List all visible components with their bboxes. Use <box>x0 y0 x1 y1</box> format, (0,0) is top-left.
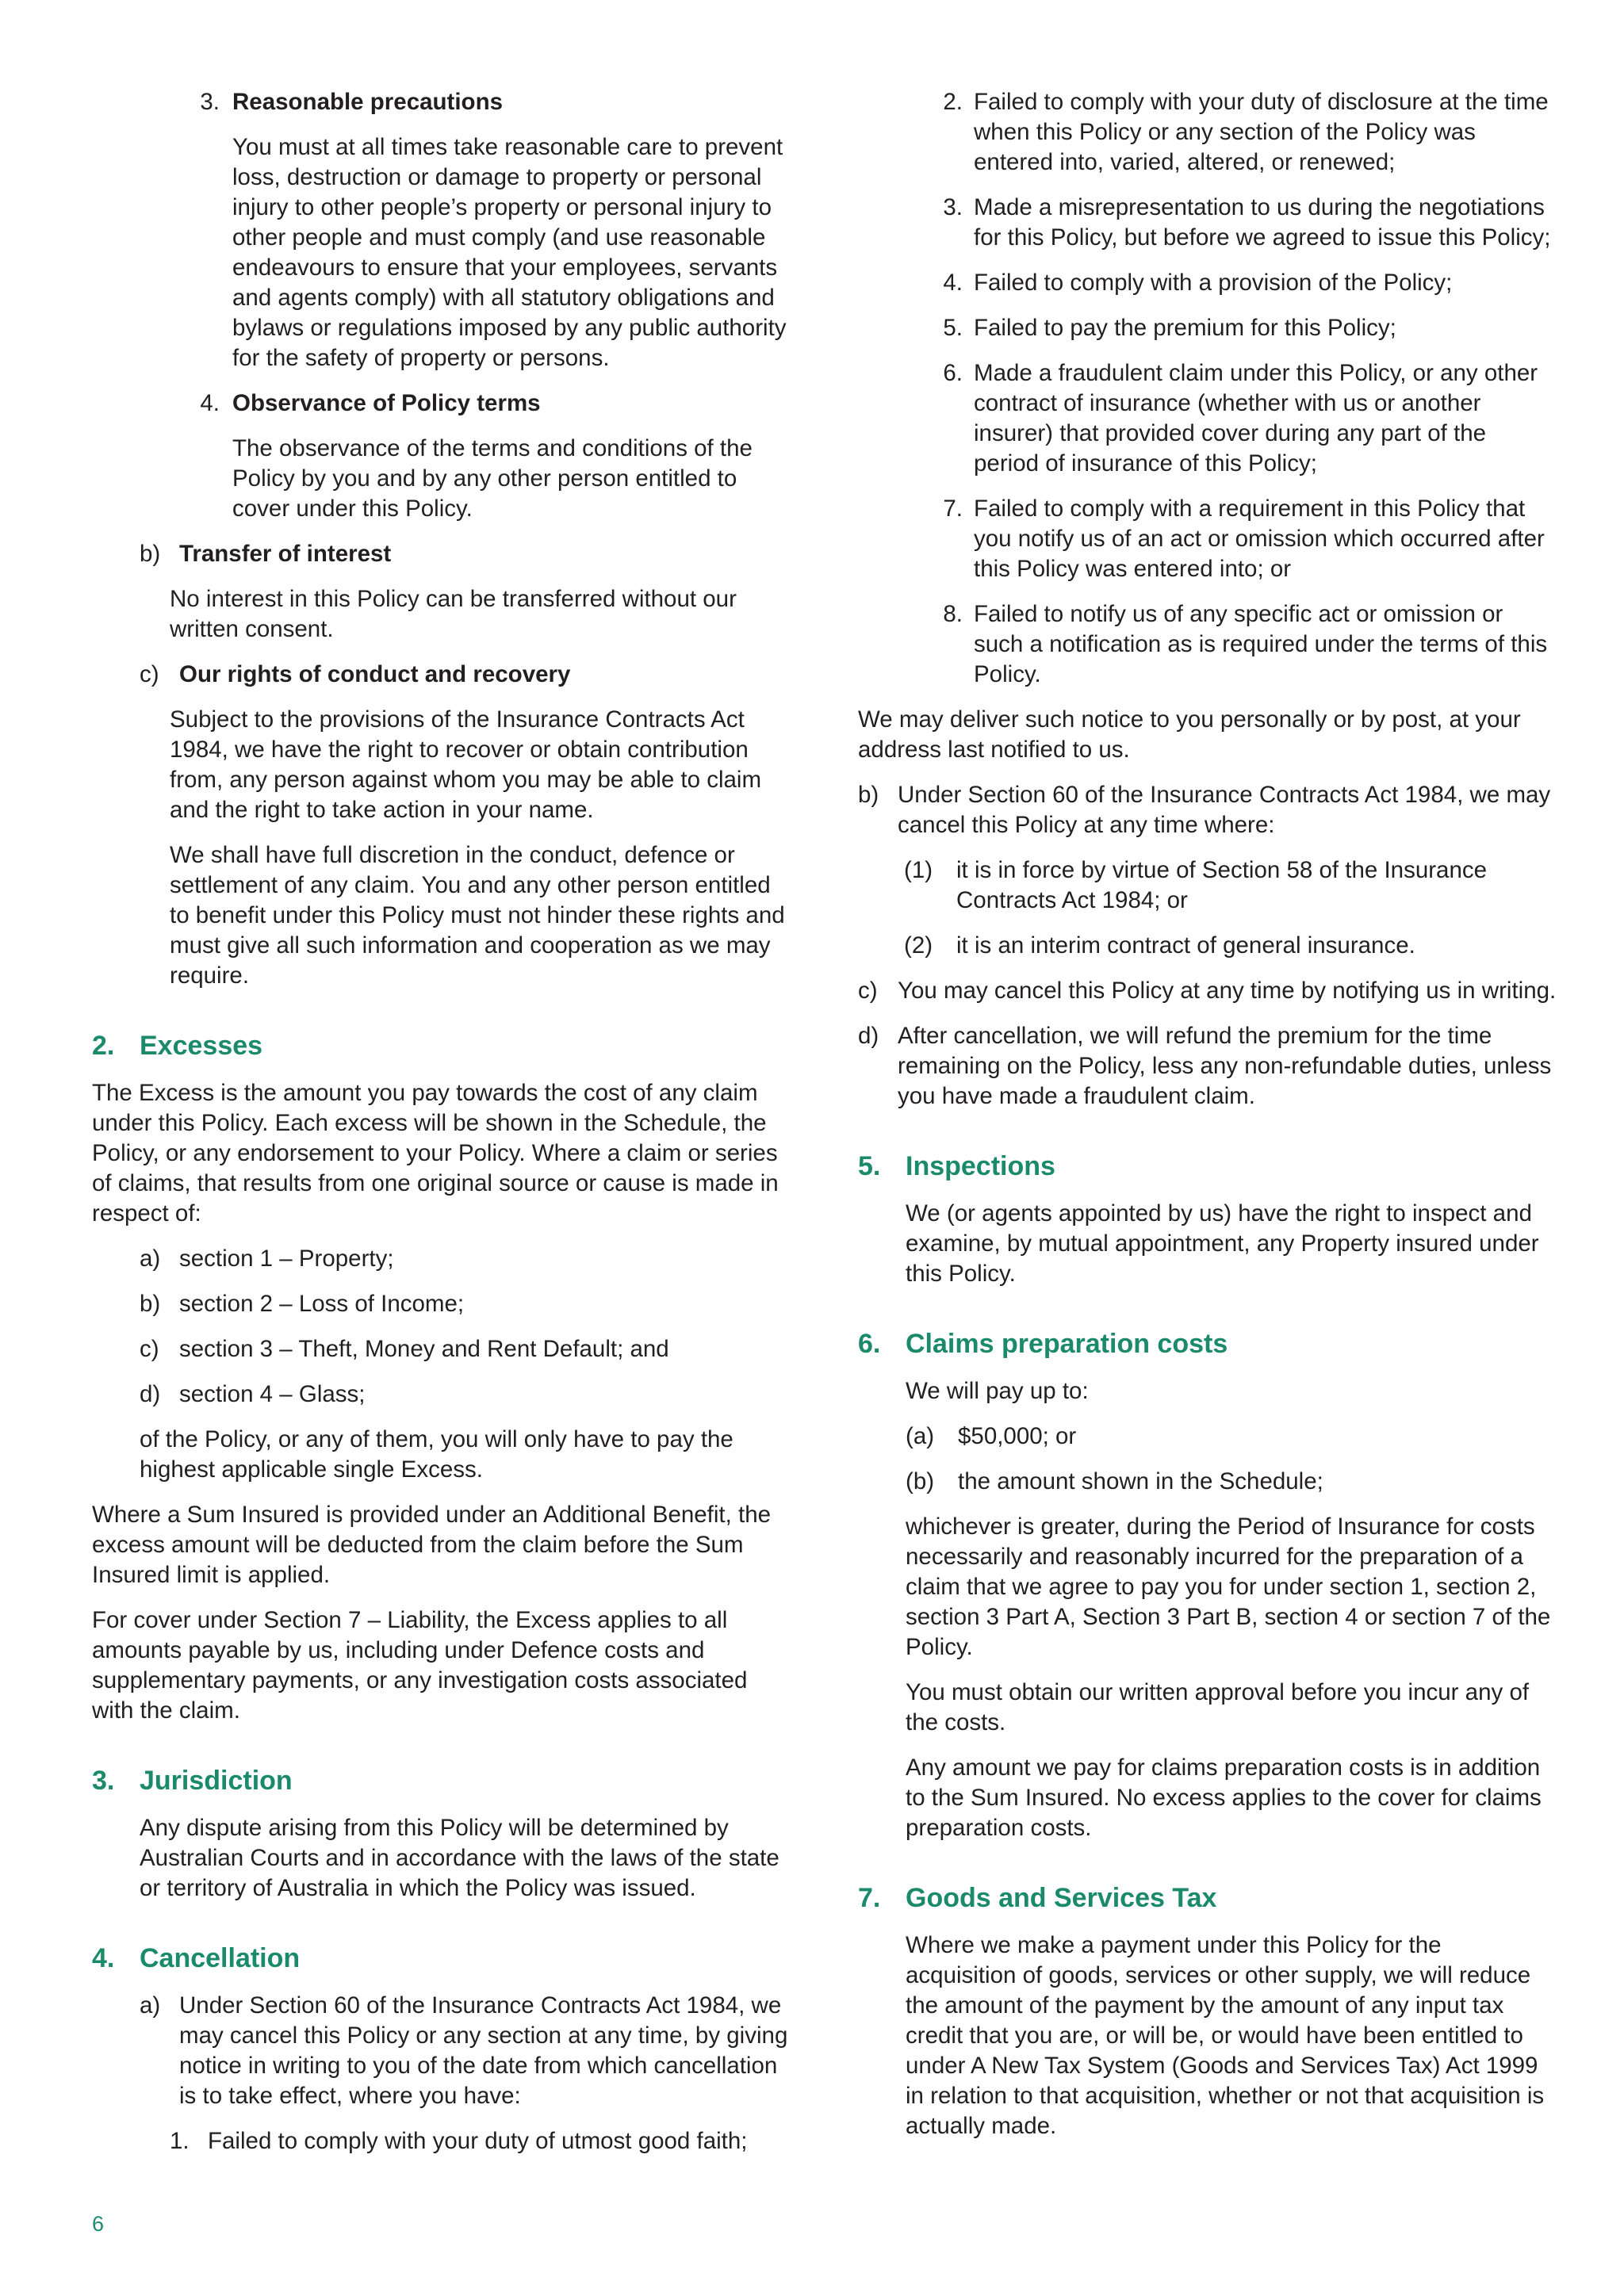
item-text: Failed to comply with a requirement in this Policy that you notify us of an act or omission which occurred after this Policy was entered into; or <box>974 496 1545 582</box>
list-item-cancellation-6 <box>858 358 1557 479</box>
list-item-cancellation-d <box>858 1021 1557 1112</box>
item-text: Failed to comply with your duty of disclosure at the time when this Policy or any section of the Policy was entered into, varied, altered, or renewed; <box>974 89 1549 175</box>
page-number: 6 <box>92 2212 105 2236</box>
inspections-body: We (or agents appointed by us) have the right to inspect and examine, by mutual appointment, any Property insured under this Policy. <box>906 1200 1539 1287</box>
list-item-reasonable-precautions <box>92 87 790 117</box>
item-number: 1. <box>170 2128 190 2154</box>
item-text: section 3 – Theft, Money and Rent Default; and <box>179 1336 669 1362</box>
item-number: 4. <box>943 270 963 296</box>
list-item-cancellation-4 <box>858 268 1557 298</box>
item-label: b) <box>140 1291 161 1317</box>
item-text: $50,000; or <box>958 1423 1077 1449</box>
list-item-cancellation-1 <box>92 2126 790 2156</box>
excesses-paragraph: Where a Sum Insured is provided under an Additional Benefit, the excess amount will be deducted from the claim before the Sum Insured limit is applied. <box>92 1502 772 1588</box>
item-text: Made a fraudulent claim under this Policy, or any other contract of insurance (whether with us or another insurer) that provided cover during any part of the period of insurance of this Policy; <box>974 360 1538 476</box>
list-item-b-2 <box>858 931 1557 961</box>
item-number: 2. <box>943 89 963 115</box>
item-body: The observance of the terms and conditions of the Policy by you and by any other person entitled to cover under this Policy. <box>232 435 753 522</box>
item-number: 3. <box>200 89 220 115</box>
item-title: Observance of Policy terms <box>232 390 541 416</box>
item-body: We shall have full discretion in the conduct, defence or settlement of any claim. You and any other person entitled to benefit under this Policy must not hinder these rights and must give all such information and cooperation as we may require. <box>170 842 785 989</box>
list-item-cancellation-8 <box>858 599 1557 690</box>
claims-prep-intro: We will pay up to: <box>906 1378 1089 1404</box>
item-label: d) <box>140 1381 161 1407</box>
item-title: Our rights of conduct and recovery <box>179 661 571 687</box>
item-text: Under Section 60 of the Insurance Contracts Act 1984, we may cancel this Policy at any time where: <box>898 782 1551 838</box>
item-text: Failed to comply with your duty of utmost good faith; <box>208 2128 748 2154</box>
section-heading-cancellation <box>92 1941 790 1976</box>
section-number: 3. <box>92 1766 115 1796</box>
section-heading-excesses <box>92 1028 790 1063</box>
claims-prep-paragraph: You must obtain our written approval before you incur any of the costs. <box>906 1679 1530 1735</box>
item-number: 3. <box>943 194 963 220</box>
excesses-after-list: of the Policy, or any of them, you will only have to pay the highest applicable single Excess. <box>140 1426 733 1483</box>
item-text: Failed to comply with a provision of the Policy; <box>974 270 1453 296</box>
item-body: No interest in this Policy can be transferred without our written consent. <box>170 586 737 642</box>
item-text: the amount shown in the Schedule; <box>958 1468 1323 1494</box>
list-item-cancellation-c <box>858 976 1557 1006</box>
list-item-cancellation-5 <box>858 313 1557 343</box>
item-number: 6. <box>943 360 963 386</box>
item-text: Made a misrepresentation to us during the negotiations for this Policy, but before we agreed to issue this Policy; <box>974 194 1551 251</box>
item-number: 8. <box>943 601 963 627</box>
list-item-cancellation-2 <box>858 87 1557 178</box>
item-label: d) <box>858 1023 879 1049</box>
section-number: 4. <box>92 1943 115 1973</box>
list-item <box>92 1289 790 1319</box>
list-item <box>92 1244 790 1274</box>
item-text: section 2 – Loss of Income; <box>179 1291 465 1317</box>
item-label: b) <box>858 782 879 808</box>
item-label: b) <box>140 541 161 567</box>
item-text: Failed to notify us of any specific act or omission or such a notification as is required under the terms of this Policy. <box>974 601 1548 687</box>
section-title: Goods and Services Tax <box>906 1883 1217 1913</box>
item-text: it is an interim contract of general insurance. <box>956 932 1415 959</box>
item-label: (2) <box>904 932 933 959</box>
item-label: c) <box>140 661 159 687</box>
section-title: Inspections <box>906 1151 1055 1181</box>
section-heading-jurisdiction <box>92 1763 790 1798</box>
list-item <box>92 1334 790 1364</box>
section-heading-claims-preparation-costs <box>858 1326 1557 1361</box>
deliver-notice-note: We may deliver such notice to you personally or by post, at your address last notified to us. <box>858 706 1521 763</box>
item-text: section 1 – Property; <box>179 1246 394 1272</box>
jurisdiction-body: Any dispute arising from this Policy will be determined by Australian Courts and in accordance with the laws of the state or territory of Australia in which the Policy was issued. <box>140 1815 779 1901</box>
section-heading-inspections <box>858 1149 1557 1184</box>
item-body: Subject to the provisions of the Insurance Contracts Act 1984, we have the right to recover or obtain contribution from, any person against whom you may be able to claim and the right to take action in your name. <box>170 706 762 823</box>
section-title: Cancellation <box>140 1943 301 1973</box>
list-item-claims-b <box>858 1467 1557 1497</box>
list-item-transfer-of-interest <box>92 539 790 569</box>
section-title: Excesses <box>140 1031 263 1061</box>
list-item-cancellation-7 <box>858 494 1557 584</box>
right-column <box>858 87 1557 2156</box>
list-item <box>92 1380 790 1410</box>
list-item-cancellation-3 <box>858 193 1557 253</box>
item-text: You may cancel this Policy at any time by notifying us in writing. <box>898 978 1557 1004</box>
list-item-claims-a <box>858 1422 1557 1452</box>
claims-prep-paragraph: Any amount we pay for claims preparation costs is in addition to the Sum Insured. No excess applies to the cover for claims preparation costs. <box>906 1755 1542 1841</box>
item-label: a) <box>140 1246 161 1272</box>
section-number: 2. <box>92 1031 115 1061</box>
item-label: c) <box>858 978 878 1004</box>
item-text: it is in force by virtue of Section 58 of the Insurance Contracts Act 1984; or <box>956 857 1488 913</box>
section-number: 6. <box>858 1329 881 1359</box>
item-title: Transfer of interest <box>179 541 392 567</box>
item-label: c) <box>140 1336 159 1362</box>
section-title: Jurisdiction <box>140 1766 293 1796</box>
item-number: 4. <box>200 390 220 416</box>
item-label: (a) <box>906 1423 935 1449</box>
item-text: After cancellation, we will refund the premium for the time remaining on the Policy, less any non-refundable duties, unless you have made a fraudulent claim. <box>898 1023 1552 1109</box>
item-title: Reasonable precautions <box>232 89 503 115</box>
excesses-paragraph: For cover under Section 7 – Liability, the Excess applies to all amounts payable by us, including under Defence costs and supplementary payments, or any investigation costs associated with the claim. <box>92 1607 748 1724</box>
section-heading-gst <box>858 1881 1557 1915</box>
list-item-b-1 <box>858 855 1557 916</box>
list-item-cancellation-a <box>92 1991 790 2111</box>
item-text: Under Section 60 of the Insurance Contracts Act 1984, we may cancel this Policy or any section at any time, by giving notice in writing to you of the date from which cancellation is to take effect, where you have: <box>179 1992 788 2109</box>
item-number: 5. <box>943 315 963 341</box>
claims-prep-paragraph: whichever is greater, during the Period of Insurance for costs necessarily and reasonably incurred for the preparation of a claim that we agree to pay you for under section 1, section 2, section 3 Part A, Section 3 Part B, section 4 or section 7 of the Policy. <box>906 1513 1551 1660</box>
left-column <box>92 87 790 2172</box>
list-item-rights-of-conduct <box>92 660 790 690</box>
item-text: section 4 – Glass; <box>179 1381 366 1407</box>
section-number: 7. <box>858 1883 881 1913</box>
section-number: 5. <box>858 1151 881 1181</box>
section-title: Claims preparation costs <box>906 1329 1228 1359</box>
item-text: Failed to pay the premium for this Policy; <box>974 315 1396 341</box>
item-number: 7. <box>943 496 963 522</box>
item-label: (1) <box>904 857 933 883</box>
item-body: You must at all times take reasonable care to prevent loss, destruction or damage to property or personal injury to other people’s property or personal injury to other people and must comply (and use reasonable endeavours to ensure that your employees, servants and agents comply) with all statutory obligations and bylaws or regulations imposed by any public authority for the safety of property or persons. <box>232 134 787 371</box>
item-label: a) <box>140 1992 161 2019</box>
gst-body: Where we make a payment under this Policy for the acquisition of goods, services or other supply, we will reduce the amount of the payment by the amount of any input tax credit that you are, or will be, or would have been entitled to under A New Tax System (Goods and Services Tax) Act 1999 in relation to that acquisition, whether or not that acquisition is actually made. <box>906 1932 1545 2139</box>
excesses-intro: The Excess is the amount you pay towards the cost of any claim under this Policy. Each excess will be shown in the Schedule, the Policy, or any endorsement to your Policy. Where a claim or series of claims, that results from one original source or cause is made in respect of: <box>92 1080 779 1226</box>
item-label: (b) <box>906 1468 935 1494</box>
list-item-cancellation-b <box>858 780 1557 840</box>
list-item-observance-of-policy-terms <box>92 388 790 419</box>
